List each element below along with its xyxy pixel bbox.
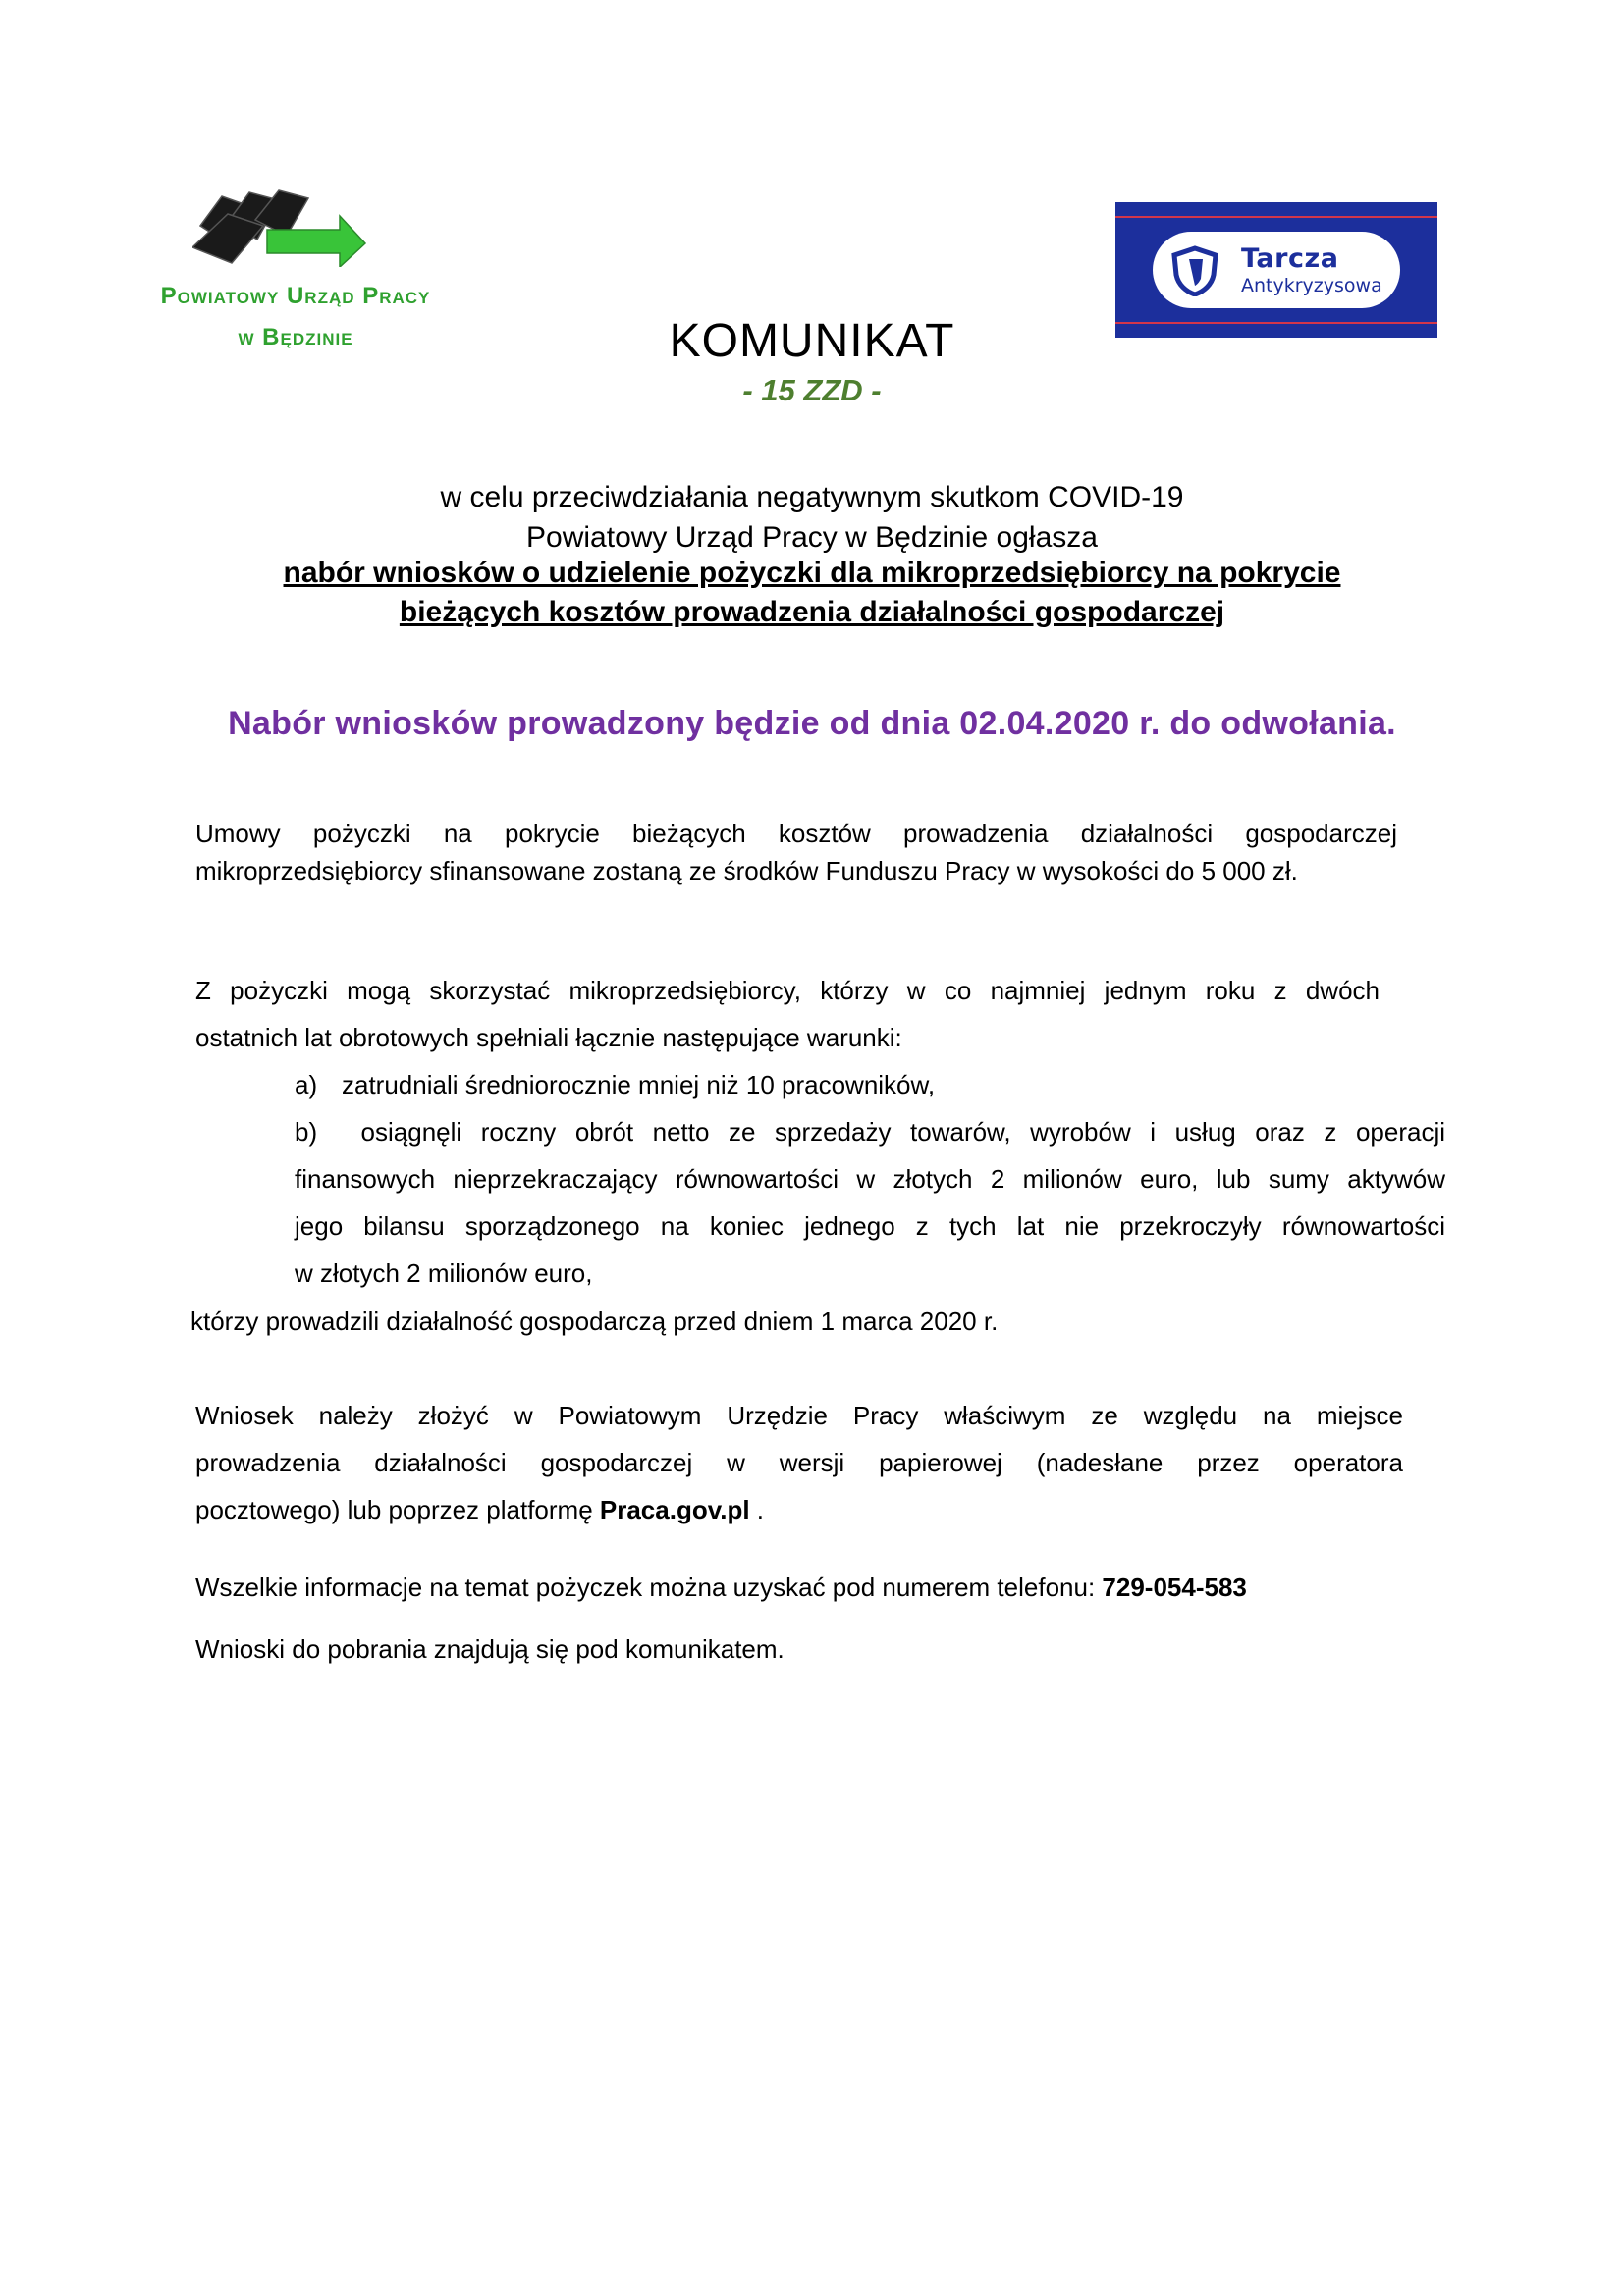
intro-line-3: nabór wniosków o udzielenie pożyczki dla mikroprzedsiębiorcy na pokrycie	[283, 557, 1341, 589]
logo-pill	[1153, 232, 1400, 308]
condition-b-line-4: w złotych 2 milionów euro,	[295, 1258, 593, 1288]
submission-line-1: Wniosek należy złożyć w Powiatowym Urzędzie Pracy właściwym ze względu na miejsce	[195, 1401, 1403, 1430]
praca-gov-pl-link[interactable]: Praca.gov.pl	[599, 1495, 750, 1524]
submission-line-3-prefix: pocztowego) lub poprzez platformę	[195, 1495, 600, 1524]
condition-b-line-2: finansowych nieprzekraczający równowartości w złotych 2 milionów euro, lub sumy aktywów	[295, 1164, 1445, 1194]
download-note: Wnioski do pobrania znajdują się pod komunikatem.	[195, 1634, 785, 1664]
logo-text-line-2: w Będzinie	[238, 324, 353, 350]
eligibility-paragraph	[195, 967, 1380, 1061]
loan-amount-line-1: Umowy pożyczki na pokrycie bieżących kosztów prowadzenia działalności gospodarczej	[195, 819, 1397, 848]
announcement-code: - 15 ZZD -	[742, 373, 882, 407]
submission-line-2: prowadzenia działalności gospodarczej w wersji papierowej (nadesłane przez operatora	[195, 1448, 1403, 1477]
phone-number[interactable]: 729-054-583	[1102, 1573, 1247, 1602]
eligibility-line-2: ostatnich lat obrotowych spełniali łącznie następujące warunki:	[195, 1023, 902, 1052]
logo-stripe-top	[1115, 216, 1437, 218]
page-title: KOMUNIKAT	[669, 315, 955, 367]
condition-b	[295, 1108, 1445, 1297]
loan-amount-paragraph	[195, 815, 1397, 889]
loan-amount-line-2: mikroprzedsiębiorcy sfinansowane zostaną ze środków Funduszu Pracy w wysokości do 5 000 zł.	[195, 856, 1298, 885]
condition-b-line-1	[295, 1108, 1445, 1155]
cards-arrow-logo-icon	[192, 187, 369, 267]
submission-paragraph	[195, 1392, 1403, 1533]
intro-line-2: Powiatowy Urząd Pracy w Będzinie ogłasza	[526, 521, 1098, 554]
condition-a	[295, 1061, 935, 1108]
eligibility-closing: którzy prowadzili działalność gospodarczą przed dniem 1 marca 2020 r.	[190, 1307, 999, 1336]
contact-paragraph	[195, 1564, 1247, 1611]
shield-icon	[1170, 245, 1219, 296]
logo-text-line-1: Powiatowy Urząd Pracy	[160, 283, 431, 309]
condition-b-line-3: jego bilansu sporządzonego na koniec jednego z tych lat nie przekroczyły równowartości	[295, 1211, 1445, 1241]
logo-title: Tarcza	[1241, 243, 1339, 274]
submission-line-3	[195, 1495, 764, 1524]
condition-b-text-1: osiągnęli roczny obrót netto ze sprzedaży towarów, wyrobów i usług oraz z operacji	[360, 1117, 1445, 1147]
submission-line-3-suffix: .	[749, 1495, 765, 1524]
logo-subtitle: Antykryzysowa	[1241, 275, 1382, 296]
condition-a-label: a)	[295, 1070, 318, 1099]
contact-text: Wszelkie informacje na temat pożyczek można uzyskać pod numerem telefonu:	[195, 1573, 1103, 1602]
intro-line-1: w celu przeciwdziałania negatywnym skutkom COVID-19	[440, 481, 1184, 513]
eligibility-line-1: Z pożyczki mogą skorzystać mikroprzedsiębiorcy, którzy w co najmniej jednym roku z dwóch	[195, 976, 1380, 1005]
condition-a-text: zatrudniali średniorocznie mniej niż 10 pracowników,	[342, 1070, 936, 1099]
intro-line-4: bieżących kosztów prowadzenia działalności gospodarczej	[399, 596, 1225, 628]
application-period: Nabór wniosków prowadzony będzie od dnia 02.04.2020 r. do odwołania.	[228, 705, 1396, 742]
condition-b-label: b)	[295, 1117, 318, 1147]
